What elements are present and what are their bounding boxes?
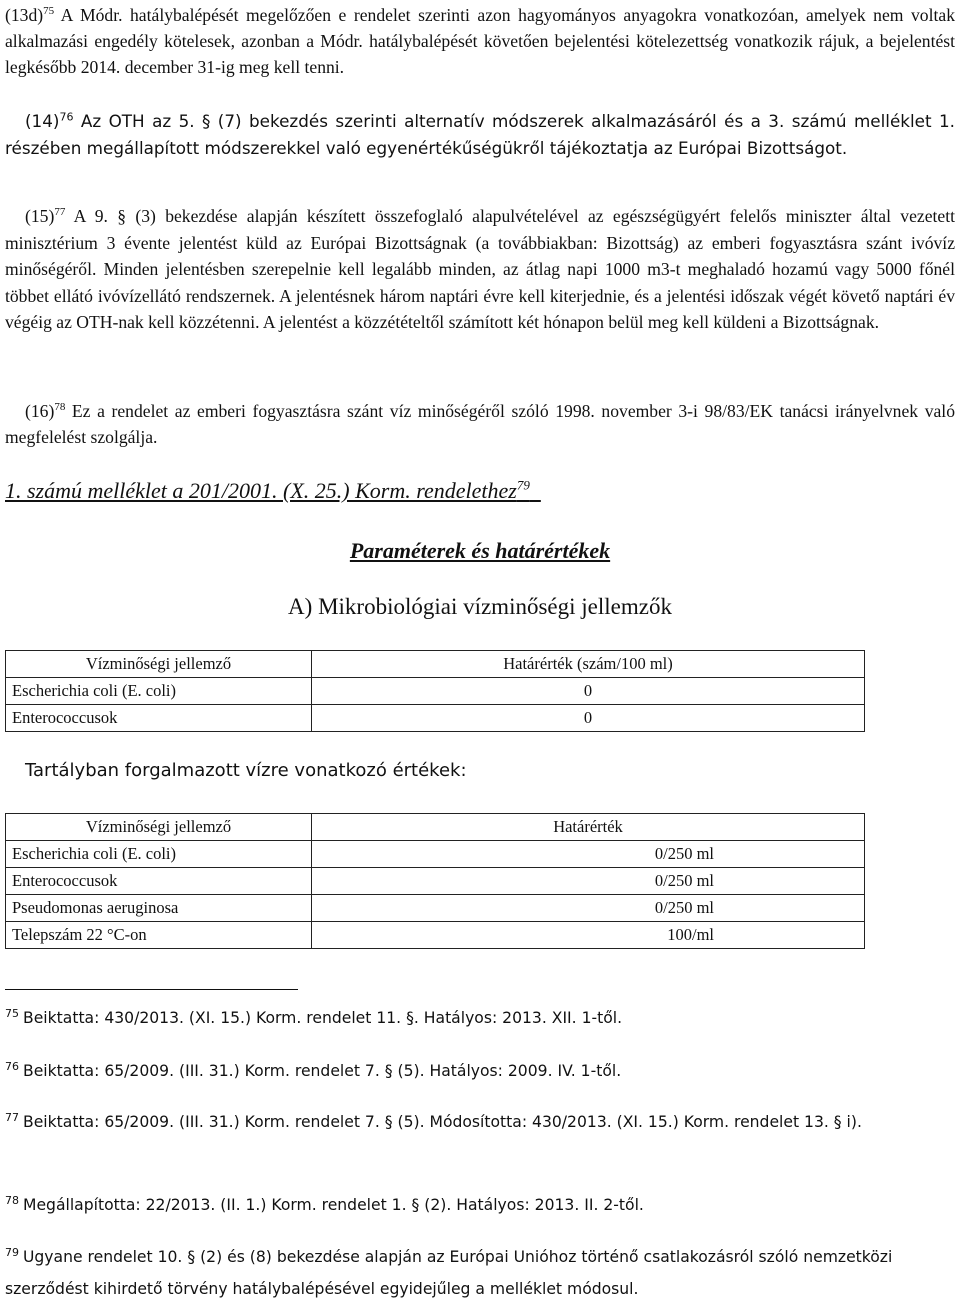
table-cell: 0 [312,678,865,705]
table-cell: 0/250 ml [312,895,865,922]
table-row [6,841,865,868]
footnote-number: 78 [5,1193,19,1207]
table-cell: Telepszám 22 °C-on [6,922,312,949]
table-cell: 0/250 ml [312,841,865,868]
footnote-number: 75 [5,1006,19,1020]
table-row [6,868,865,895]
table-cell: 100/ml [312,922,865,949]
table-cell: Pseudomonas aeruginosa [6,895,312,922]
annex-title [5,478,541,504]
footnote-75 [5,1002,955,1034]
table-cell: Enterococcusok [6,868,312,895]
table-row [6,705,865,732]
footnote-number: 79 [5,1245,19,1259]
table-cell: 0/250 ml [312,868,865,895]
footnote-ref[interactable]: 77 [54,206,66,219]
footnote-77 [5,1106,955,1138]
table-row [6,922,865,949]
footnote-ref[interactable]: 79 [516,477,530,493]
column-header: Vízminőségi jellemző [6,814,312,841]
paragraph-label: (16) [25,401,55,421]
footnote-text: Beiktatta: 430/2013. (XI. 15.) Korm. rendelet 11. §. Hatályos: 2013. XII. 1-től. [23,1009,623,1027]
table2-heading: Tartályban forgalmazott vízre vonatkozó értékek: [25,760,467,781]
table-row [6,678,865,705]
table-header-row [6,651,865,678]
paragraph-text: Ez a rendelet az emberi fogyasztásra szánt víz minőségéről szóló 1998. november 3-i 98/83/EK tanácsi irányelvnek való megfelelést szolgálja. [5,401,955,448]
footnote-text: Beiktatta: 65/2009. (III. 31.) Korm. rendelet 7. § (5). Módosította: 430/2013. (XI. 15.) Korm. rendelet 13. § i). [23,1113,862,1131]
footnote-79 [5,1241,955,1305]
container-water-table [5,813,865,949]
annex-title-text: 1. számú melléklet a 201/2001. (X. 25.) Korm. rendelethez [5,478,517,503]
paragraph-label: (15) [25,206,55,226]
params-title: Paraméterek és határértékek [349,538,611,563]
column-header: Határérték (szám/100 ml) [312,651,865,678]
table-cell: Escherichia coli (E. coli) [6,841,312,868]
table-header-row [6,814,865,841]
table-cell: Enterococcusok [6,705,312,732]
footnote-divider [5,989,298,990]
paragraph-text: Az OTH az 5. § (7) bekezdés szerinti alternatív módszerek alkalmazásáról és a 3. számú melléklet 1. részében megállapított módszerekkel való egyenértékűségükről tájékoztatja az Európai Bizottságot. [5,111,955,158]
paragraph-text: A Módr. hatálybalépését megelőzően e rendelet szerinti azon hagyományos anyagokra vonatkozóan, amelyek nem voltak alkalmazási engedély kötelesek, azonban a Módr. hatálybalépését követően bejelentési kötelezettség vonatkozik rájuk, a bejelentést legkésőbb 2014. december 31-ig meg kell tenni. [5,5,955,78]
paragraph-13d [5,2,955,81]
footnote-number: 77 [5,1110,19,1124]
paragraph-14 [5,108,955,161]
paragraph-text: A 9. § (3) bekezdése alapján készített összefoglaló alapulvételével az egészségügyért felelős miniszter által vezetett minisztérium 3 évente jelentést küld az Európai Bizottságnak (a továbbiakban: Bizottság) az emberi fogyasztásra szánt ivóvíz minőségéről. Minden jelentésben szerepelnie kell legalább minden, az átlag napi 1000 m3-t meghaladó hozamú vagy 5000 főnél többet ellátó ivóvízellátó rendszernek. A jelentésnek három naptári évre kell kiterjednie, és a jelentési időszak végét követő naptári év végéig az OTH-nak kell közzétenni. A jelentést a közzétételtől számított két hónapon belül meg kell küldeni a Bizottságnak. [5,206,955,333]
table-row [6,895,865,922]
table-cell: 0 [312,705,865,732]
paragraph-15 [5,203,955,336]
column-header: Határérték [312,814,865,841]
column-header: Vízminőségi jellemző [6,651,312,678]
section-title: A) Mikrobiológiai vízminőségi jellemzők [288,594,672,619]
footnote-text: Ugyane rendelet 10. § (2) és (8) bekezdése alapján az Európai Unióhoz történő csatlakozásról szóló nemzetközi szerződést kihirdető törvény hatálybalépésével egyidejűleg a melléklet módosul. [5,1248,893,1298]
footnote-number: 76 [5,1059,19,1073]
footnote-ref[interactable]: 76 [59,110,74,124]
footnote-text: Beiktatta: 65/2009. (III. 31.) Korm. rendelet 7. § (5). Hatályos: 2009. IV. 1-től. [23,1062,622,1080]
table-cell: Escherichia coli (E. coli) [6,678,312,705]
microbiological-table [5,650,865,732]
footnote-text: Megállapította: 22/2013. (II. 1.) Korm. rendelet 1. § (2). Hatályos: 2013. II. 2-től. [23,1196,644,1214]
paragraph-label: (14) [25,111,60,131]
footnote-ref[interactable]: 78 [54,401,66,414]
paragraph-16 [5,398,955,450]
footnote-78 [5,1189,955,1221]
paragraph-label: (13d) [5,5,44,25]
footnote-ref[interactable]: 75 [43,5,55,18]
footnote-76 [5,1055,955,1087]
